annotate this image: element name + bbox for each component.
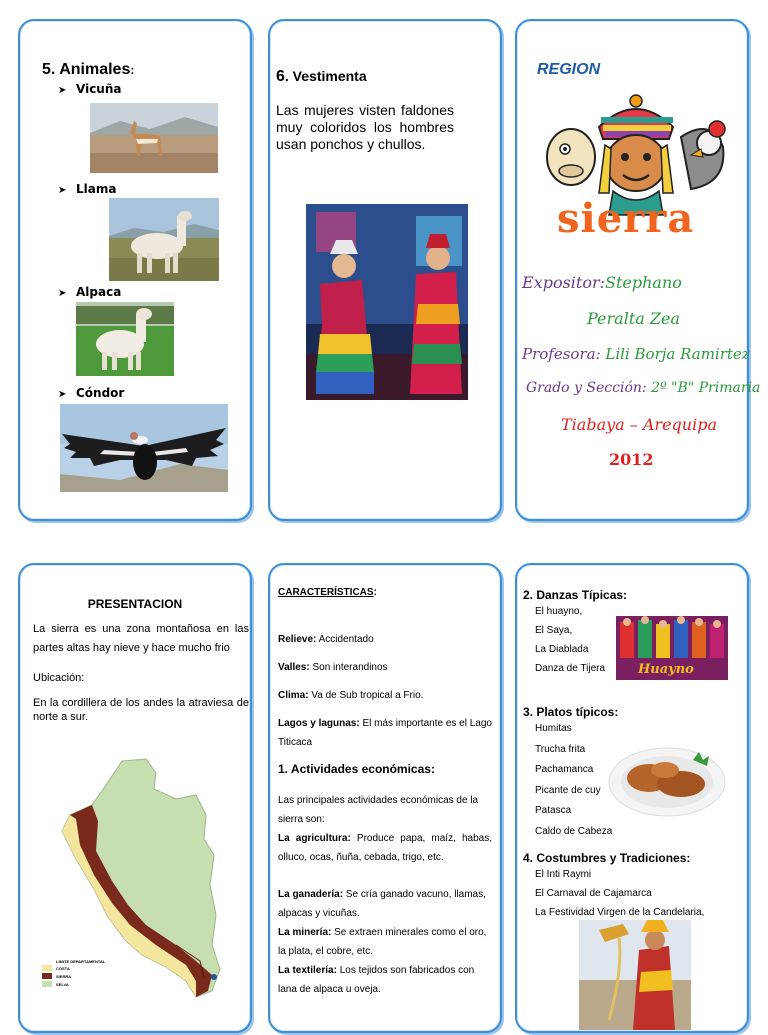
plato-item: Patasca [535, 805, 572, 816]
costumbre-item: El Carnaval de Cajamarca [535, 888, 652, 899]
actividad-value: Se extraen minerales como el oro, la plata, el cobre, etc. [278, 927, 487, 957]
panel-presentacion [18, 563, 252, 1033]
vestimenta-photo [306, 204, 468, 400]
ubicacion-label: Ubicación: [33, 672, 85, 684]
actividad-label: La textilería: [278, 965, 337, 976]
grado-label: Grado y Sección: [526, 380, 647, 396]
actividad-ganaderia [278, 885, 492, 923]
arrow-bullet-icon: ➤ [58, 85, 67, 96]
legend-swatch-selva [42, 981, 52, 987]
actividad-value: Se cría ganado vacuno, llamas, alpacas y vicuñas. [278, 889, 486, 919]
ubicacion-text: En la cordillera de los andes la atraviesa de norte a sur. [33, 697, 249, 723]
animal-item-vicuna [58, 82, 122, 96]
expositor-line [522, 273, 682, 292]
danzas-list [535, 602, 605, 678]
costumbres-list [535, 865, 704, 922]
profesora-line [522, 345, 750, 363]
animal-item-llama [58, 182, 116, 196]
condor-photo [60, 404, 228, 492]
panel-vestimenta [268, 19, 502, 521]
caracteristicas-title-colon: : [373, 587, 377, 598]
legend-selva: SELVA [56, 982, 69, 987]
year-text: 2012 [609, 450, 654, 469]
caracteristica-label: Relieve: [278, 634, 317, 645]
caracteristica-value: Accidentado [316, 634, 374, 645]
presentacion-intro: La sierra es una zona montañosa en las partes altas hay nieve y hace mucho frio [33, 623, 249, 654]
danza-item: Danza de Tijera [535, 663, 606, 674]
legend-swatch-costa [42, 965, 52, 971]
danza-photo-caption: Huayno [638, 662, 694, 677]
sierra-logo-text: sierra [557, 195, 695, 242]
arrow-bullet-icon: ➤ [58, 288, 67, 299]
animal-item-condor [58, 386, 124, 400]
panel-caracteristicas [268, 563, 502, 1033]
plato-item: Picante de cuy [535, 784, 601, 796]
actividad-label: La minería: [278, 927, 332, 938]
profesora-name: Lili Borja Ramirtez [605, 345, 750, 363]
actividad-label: La ganadería: [278, 889, 344, 900]
plato-photo [607, 740, 727, 820]
actividad-mineria [278, 923, 492, 961]
costumbre-item: El Inti Raymi [535, 869, 592, 880]
presentacion-title: PRESENTACION [87, 597, 183, 611]
danza-item: El huayno, [535, 606, 583, 617]
actividad-agricultura [278, 829, 492, 867]
caracteristicas-title [278, 587, 377, 598]
llama-photo [109, 198, 219, 281]
location-text: Tiabaya – Arequipa [561, 415, 717, 434]
animal-item-alpaca [58, 285, 121, 299]
caracteristica-valles [278, 658, 492, 677]
plato-item: Pachamanca [535, 764, 594, 775]
caracteristica-value: El más importante es el Lago Titicaca [278, 718, 492, 748]
caracteristica-lagos [278, 714, 492, 752]
actividad-textileria [278, 961, 492, 999]
actividad-value: Produce papa, maíz, habas, olluco, ocas, ñuña, cebada, trigo, etc. [278, 833, 492, 863]
caracteristicas-title-text: CARACTERÍSTICAS [278, 587, 374, 598]
animales-heading-text: 5. Animales [42, 61, 131, 78]
vestimenta-heading-num: 6 [276, 68, 285, 85]
animal-label: Vicuña [76, 82, 122, 96]
vicuna-photo [90, 103, 218, 173]
caracteristica-relieve [278, 630, 492, 649]
vestimenta-heading [276, 68, 367, 86]
plato-item: Caldo de Cabeza [535, 825, 613, 837]
vestimenta-paragraph: Las mujeres visten faldones muy coloridos los hombres usan ponchos y chullos. [276, 102, 454, 152]
panel-tradiciones [515, 563, 749, 1033]
platos-title: 3. Platos típicos: [523, 705, 619, 719]
animal-label: Cóndor [76, 386, 125, 400]
legend-sierra: SIERRA [56, 974, 72, 979]
animal-label: Llama [76, 182, 117, 196]
actividad-label: La agricultura: [278, 833, 351, 844]
plato-item: Humitas [535, 723, 572, 734]
vestimenta-heading-text: . Vestimenta [284, 68, 367, 84]
legend-limite: LIMITE DEPARTAMENTAL [56, 959, 106, 964]
legend-swatch-sierra [42, 973, 52, 979]
region-label: REGION [537, 61, 601, 78]
panel-portada [515, 19, 761, 521]
inti-raymi-photo [579, 920, 691, 1030]
danza-item: El Saya, [535, 625, 573, 636]
map-legend [40, 959, 130, 999]
caracteristica-value: Va de Sub tropical a Frio. [308, 690, 424, 701]
expositor-name1: Stephano [605, 273, 682, 292]
animales-heading [42, 61, 134, 79]
arrow-bullet-icon: ➤ [58, 389, 67, 400]
animales-heading-colon: : [130, 63, 135, 77]
actividades-title: 1. Actividades económicas: [278, 762, 435, 776]
danza-photo [616, 616, 728, 680]
plato-item: Trucha frita [535, 743, 586, 755]
grado-value: 2º "B" Primaria [651, 380, 761, 396]
actividad-value: Los tejidos son fabricados con lana de alpaca u oveja. [278, 965, 475, 995]
danza-item: La Diablada [535, 644, 589, 655]
sierra-logo [541, 97, 731, 247]
caracteristica-label: Clima: [278, 690, 309, 701]
caracteristica-label: Valles: [278, 662, 310, 673]
caracteristica-clima [278, 686, 492, 705]
arrow-bullet-icon: ➤ [58, 185, 67, 196]
alpaca-photo [76, 302, 174, 376]
expositor-label: Expositor: [522, 273, 606, 292]
platos-list [535, 719, 612, 842]
panel-animales [18, 19, 252, 521]
animal-label: Alpaca [76, 285, 122, 299]
caracteristica-value: Son interandinos [309, 662, 388, 673]
caracteristica-label: Lagos y lagunas: [278, 718, 360, 729]
actividades-intro: Las principales actividades económicas de la sierra son: [278, 795, 479, 825]
costumbres-title: 4. Costumbres y Tradiciones: [523, 851, 691, 865]
profesora-label: Profesora: [522, 345, 601, 363]
costumbre-item: La Festividad Virgen de la Candelaria, [535, 907, 705, 918]
legend-costa: COSTA [56, 966, 70, 971]
expositor-name2: Peralta Zea [587, 309, 680, 328]
danzas-title: 2. Danzas Típicas: [523, 588, 628, 602]
grado-line [526, 380, 760, 396]
